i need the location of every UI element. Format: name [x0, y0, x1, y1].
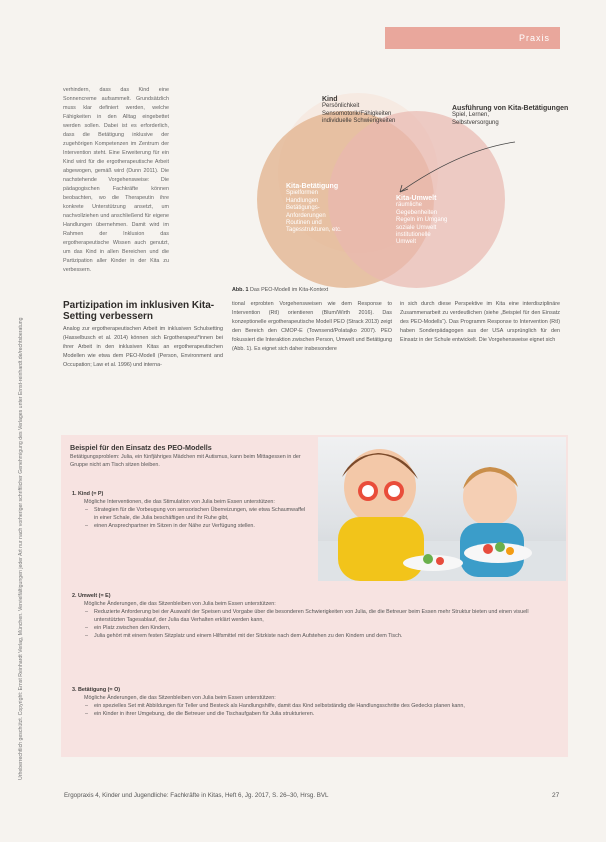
section-heading: Partizipation im inklusiven Kita-Setting verbessern [63, 300, 215, 322]
section-3-bullet-1: – ein spezielles Set mit Abbildungen für Teller und Besteck als Handlungshilfe, damit das Kind selbstständig die Handlungsschritte des Gedecks planen kann, [85, 703, 465, 709]
label-betaetigung: Kita-Betätigung Spielformen Handlungen Betätigungs- Anforderungen Routinen und Tagesstrukturen, etc. [286, 183, 342, 234]
box-subtitle: Betätigungsproblem: Julia, ein fünfjähriges Mädchen mit Autismus, kann beim Mittagessen in der Gruppe nicht am Tisch sitzen bleiben. [70, 454, 301, 468]
section-3-head: 3. Betätigung (= O) [72, 687, 121, 693]
label-umwelt: Kita-Umwelt räumliche Gegebenheiten Regeln im Umgang soziale Umwelt institutionelle Umwelt [396, 195, 448, 246]
body-column-2: tional erprobten Vorgehensweisen wie dem Response to Intervention (RtI) orientieren (Blum/Wirth 2016). Das konzeptionelle ergotherapeutische Modell PEO (Strack 2013) zeigt den Bereich den CMOP-E (Townsend/Polatajko 2007). PEO fokussiert die Interaktion zwischen Person, Umwelt und Betätigung (Abb. 1). Es eignet sich daher insbesondere [232, 301, 392, 352]
footer-citation: Ergopraxis 4, Kinder und Jugendliche: Fachkräfte in Kitas, Heft 6, Jg. 2017, S. 26–30, Hrsg. BVL [64, 792, 329, 799]
label-ausfuehrung: Ausführung von Kita-Betätigungen Spiel, Lernen, Selbstversorgung [452, 105, 569, 126]
children-eating-photo [318, 437, 566, 581]
page-number: 27 [552, 792, 560, 799]
section-2-bullet-2: – ein Platz zwischen den Kindern, [85, 625, 171, 631]
section-2-bullet-3: – Julia gehört mit einem festen Sitzplatz und einem Hilfsmittel mit der Sitzkiste nach dem Aufstehen zu den Kindern und dem Tisch. [85, 633, 403, 639]
section-banner [385, 27, 560, 49]
section-1-text: Mögliche Interventionen, die das Stimulation von Julia beim Essen unterstützen: [84, 499, 275, 505]
section-2-head: 2. Umwelt (= E) [72, 593, 111, 599]
copyright-sidebar [8, 40, 22, 780]
intro-column: verhindern, dass das Kind eine Sonnencreme aufsammelt. Grundsätzlich muss klar definiert werden, welche Fähigkeiten in den Alltag eingebettet werden sollen. Dabei ist es erforderlich, dass die Betätigung inklusive der zugehörigen Kompetenzen im Zentrum der Intervention steht. Eine Erweiterung für ein Kind wird für die ergotherapeutische Arbeit abgewogen, gemäß wird (Dunn 2011). Die nachstehende Vorgehensweise: Die pädagogischen Fachkräfte können beobachten, wo die Therapeutin ihre konkrete Unterstützung ansetzt, um nachvollziehen und anschließend für eigene Handlungen übernehmen. Damit wird im Rahmen der Inklusion das ergotherapeutische Wissen auch genutzt, um das Kind in allen Bereichen und die Partizipation aller Kinder in der Kita zu verbessern. [63, 87, 169, 273]
peo-diagram [230, 85, 570, 295]
section-2-bullet-1: – Reduzierte Anforderung bei der Auswahl der Speisen und Vorgabe über die besonderen Schwierigkeiten von Julia, die die Betreuer beim Essen mehr Struktur bieten und einen visuell unterstützten Tagesablauf, der Julia das Verhalten erklärt werden kann, [85, 609, 529, 623]
body-column-3: in sich durch diese Perspektive im Kita eine interdisziplinäre Zusammenarbeit zu verdeutlichen (siehe „Beispiel für den Einsatz des PEO-Modells“). Das Programm Response to Intervention (RtI) haben Sonderpädagogen aus der USA ursprünglich für den Einsatz in der Schule entwickelt. Die Vorgehensweise eignet sich [400, 301, 560, 343]
arrow-icon [370, 140, 520, 200]
section-label: Praxis [518, 33, 550, 43]
box-section-2 [72, 592, 560, 640]
section-3-bullet-2: – ein Kinder in ihrer Umgebung, die die Betreuer und die Tischaufgaben für Julia strukturieren. [85, 711, 315, 717]
section-1-bullet-2: – einen Ansprechpartner im Sitzen in der Nähe zur Verfügung stellen. [85, 523, 255, 529]
copyright-text: Urheberrechtlich geschützt. Copyright: Ernst Reinhardt Verlag, München. Vervielfältigungen jeder Art nur nach vorheriger schriftlicher Genehmigung des Verlages unter Ernst-reinhardt.de/rechtsberatung [18, 317, 24, 780]
label-kind: Kind Persönlichkeit Sensomotorik/Fähigkeiten individuelle Schwierigkeiten [322, 96, 396, 125]
section-1-bullet-1: – Strategien für die Vorbeugung von sensorischen Überreizungen, wie etwa Schaumwaffel in einer Schale, die Julia beschäftigen und ihr Ruhe gibt, [85, 507, 306, 521]
section-2-text: Mögliche Änderungen, die das Sitzenbleiben von Julia beim Essen unterstützen: [84, 601, 276, 607]
section-1-head: 1. Kind (= P) [72, 491, 104, 497]
body-column-1: Analog zur ergotherapeutischen Arbeit im inklusiven Schulsetting (Hasselbusch et al. 2014) können sich Ergotherapeut*innen bei ihrer Arbeit in den inklusiven Kitas an ergotherapeutischen Modellen wie etwa dem PEO-Modell (Person, Environment and Occupation; Law et al. 1996) und interna- [63, 326, 223, 368]
box-section-1 [72, 490, 308, 530]
box-title: Beispiel für den Einsatz des PEO-Modells [70, 443, 212, 452]
section-3-text: Mögliche Änderungen, die das Sitzenbleiben von Julia beim Essen unterstützen: [84, 695, 276, 701]
photo-illustration [318, 437, 566, 581]
box-section-3 [72, 686, 560, 718]
figure-caption: Abb. 1 Das PEO-Modell im Kita-Kontext [232, 287, 329, 293]
